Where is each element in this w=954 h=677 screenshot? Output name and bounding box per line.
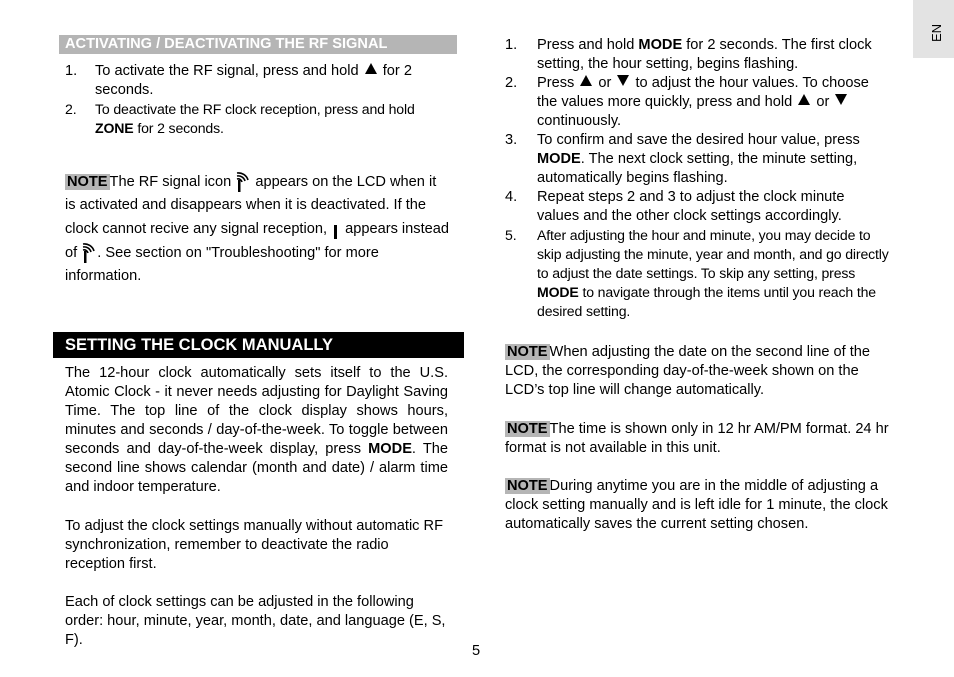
clock-deactivate-paragraph: To adjust the clock settings manually without automatic RF synchronization, remember to deactivate the radio reception first. [65, 518, 443, 572]
note-idle-save: NOTE During anytime you are in the middle of adjusting a clock setting manually and is left idle for 1 minute, the clock automatically saves the current setting chosen. [505, 478, 888, 532]
clock-intro-paragraph: The 12-hour clock automatically sets itself to the U.S. Atomic Clock - it never needs adjusting for Daylight Saving Time. The top line of the clock display shows hours, minutes and seconds / day-of-the-week. To toggle between seconds and day-of-the-week display, press MODE. The second line shows calendar (month and date) / alarm time and indoor temperature. [65, 365, 449, 495]
rf-steps-list [65, 62, 450, 138]
note-date-adjust: NOTE When adjusting the date on the second line of the LCD, the corresponding day-of-the-week shown on the LCD’s top line will change automatically. [505, 344, 871, 398]
up-triangle-icon [365, 63, 377, 74]
clock-steps-list [505, 36, 889, 321]
list-item: 1. Press and hold MODE for 2 seconds. The first clock setting, the hour setting, begins flashing. [505, 37, 872, 72]
note-label: NOTE [67, 174, 108, 190]
language-tab [913, 0, 954, 58]
section-title-setting-clock: SETTING THE CLOCK MANUALLY [53, 332, 464, 358]
down-triangle-icon [835, 94, 847, 105]
note-rf-signal: NOTE The RF signal icon appears on the LCD when it is activated and disappears when it is deactivated. If the clock cannot recive any signal reception, appears instead of . See section on "Troubleshooting" for more information. [65, 170, 449, 288]
list-item: 2. Press or to adjust the hour values. To choose the values more quickly, press and hold or continuously. [505, 75, 869, 129]
up-triangle-icon [580, 75, 592, 86]
language-tab-label: EN [929, 23, 944, 43]
list-item: 4. Repeat steps 2 and 3 to adjust the clock minute values and the other clock settings accordingly. [505, 189, 845, 224]
note-label: NOTE [507, 421, 548, 437]
clock-order-paragraph: Each of clock settings can be adjusted in the following order: hour, minute, year, month, date, and language (E, S, F). [65, 594, 446, 648]
section-title-rf-signal: ACTIVATING / DEACTIVATING THE RF SIGNAL [59, 35, 457, 54]
down-triangle-icon [617, 75, 629, 86]
list-item: 2. To deactivate the RF clock reception, press and hold ZONE for 2 seconds. [65, 101, 415, 136]
list-item: 1. To activate the RF signal, press and hold for 2 seconds. [65, 63, 412, 98]
rf-signal-icon [235, 170, 251, 192]
note-label: NOTE [507, 344, 548, 360]
page-number: 5 [471, 643, 481, 659]
list-item: 3. To confirm and save the desired hour value, press MODE. The next clock setting, the minute setting, automatically begins flashing. [505, 132, 860, 186]
rf-no-signal-icon [331, 217, 341, 239]
up-triangle-icon [798, 94, 810, 105]
note-label: NOTE [507, 478, 548, 494]
rf-signal-icon [81, 241, 97, 263]
note-12hr-format: NOTE The time is shown only in 12 hr AM/PM format. 24 hr format is not available in this unit. [505, 421, 889, 456]
list-item: 5. After adjusting the hour and minute, you may decide to skip adjusting the minute, year and month, and go directly to adjust the date settings. To skip any setting, press MODE to navigate through the items until you reach the desired setting. [505, 227, 889, 319]
